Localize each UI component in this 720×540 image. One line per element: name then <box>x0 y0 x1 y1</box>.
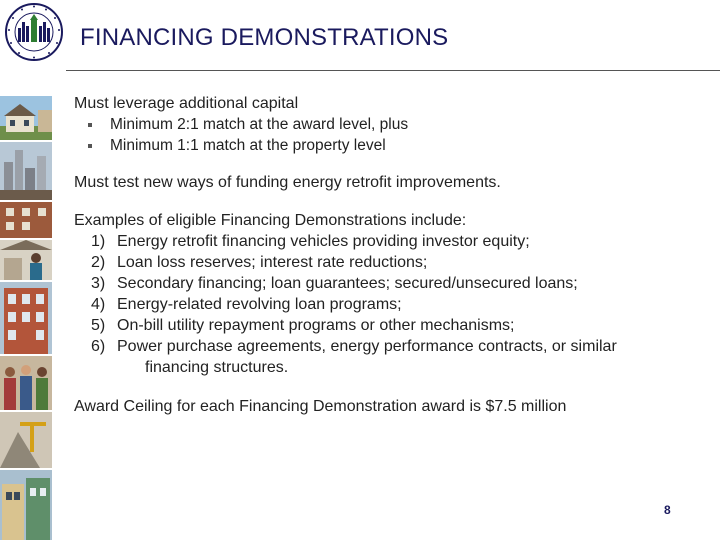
apartment-building-photo <box>0 282 52 354</box>
house-photo <box>0 96 52 140</box>
list-item: Minimum 2:1 match at the award level, plus <box>86 114 714 135</box>
page-number: 8 <box>664 503 671 517</box>
group-photo <box>0 356 52 410</box>
list-item: 4) Energy-related revolving loan programs; <box>91 296 402 313</box>
slide-title: FINANCING DEMONSTRATIONS <box>80 24 449 51</box>
hud-seal-icon <box>4 2 64 62</box>
brick-building-photo <box>0 202 52 238</box>
list-item: 2) Loan loss reserves; interest rate reductions; <box>91 254 428 271</box>
slide-body <box>74 93 714 417</box>
test-paragraph: Must test new ways of funding energy retrofit improvements. <box>74 174 501 191</box>
list-item: 5) On-bill utility repayment programs or other mechanisms; <box>91 317 515 334</box>
leverage-paragraph: Must leverage additional capital <box>74 95 299 112</box>
title-divider <box>66 70 720 71</box>
bullet-icon <box>88 123 92 127</box>
match-bullet-list <box>86 114 714 156</box>
examples-heading: Examples of eligible Financing Demonstrations include: <box>74 212 467 229</box>
list-item: Minimum 1:1 match at the property level <box>86 135 714 156</box>
bullet-icon <box>88 144 92 148</box>
people-porch-photo <box>0 240 52 280</box>
list-item: 3) Secondary financing; loan guarantees; secured/unsecured loans; <box>91 275 578 292</box>
construction-photo <box>0 412 52 468</box>
award-ceiling-paragraph: Award Ceiling for each Financing Demonstration award is $7.5 million <box>74 398 567 415</box>
city-skyline-photo <box>0 142 52 200</box>
photo-strip <box>0 96 52 540</box>
list-item: 6) Power purchase agreements, energy performance contracts, or similar financing structures. <box>91 338 617 376</box>
street-buildings-photo <box>0 470 52 540</box>
list-item: 1) Energy retrofit financing vehicles providing investor equity; <box>91 233 530 250</box>
examples-list <box>74 231 714 378</box>
